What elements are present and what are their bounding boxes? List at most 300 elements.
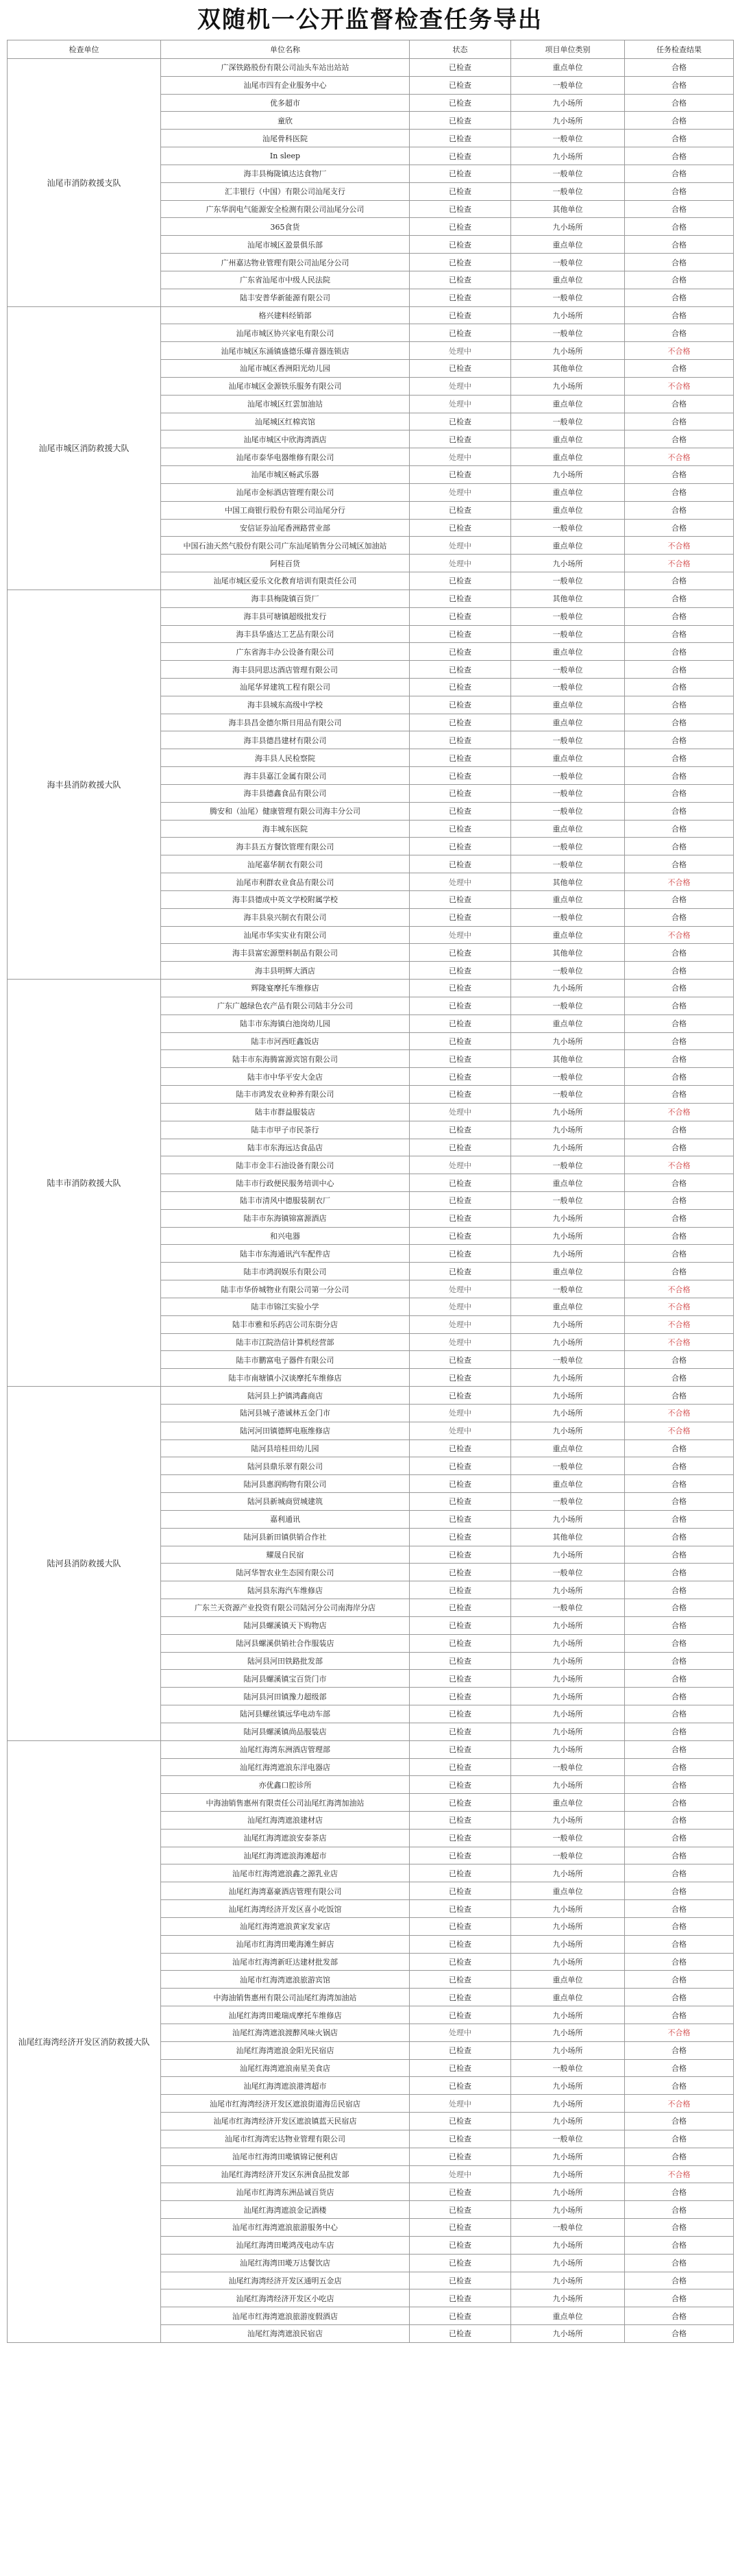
result-cell: 合格 — [625, 1740, 734, 1758]
unit-name-cell: 陆河县新城商贸城建筑 — [161, 1493, 410, 1511]
category-cell: 其他单位 — [511, 944, 625, 962]
result-cell: 合格 — [625, 2289, 734, 2307]
result-cell: 合格 — [625, 1794, 734, 1812]
result-cell: 合格 — [625, 1493, 734, 1511]
category-cell: 九小场所 — [511, 2041, 625, 2059]
status-cell: 已检查 — [410, 1953, 511, 1971]
result-cell: 合格 — [625, 1882, 734, 1900]
table-row — [8, 306, 734, 324]
status-cell: 已检查 — [410, 1351, 511, 1369]
result-cell: 合格 — [625, 1564, 734, 1581]
status-cell: 已检查 — [410, 1510, 511, 1528]
unit-name-cell: 腾安和（汕尾）健康管理有限公司海丰分公司 — [161, 802, 410, 820]
table-row — [8, 590, 734, 607]
status-cell: 已检查 — [410, 678, 511, 696]
result-cell: 合格 — [625, 2272, 734, 2289]
status-cell: 已检查 — [410, 1209, 511, 1227]
page-title: 双随机一公开监督检查任务导出 — [197, 6, 543, 34]
unit-name-cell: 陆丰市锦江实验小学 — [161, 1298, 410, 1315]
unit-name-cell: 汕尾红海湾经济开发区小吃店 — [161, 2289, 410, 2307]
unit-name-cell: 陆丰市东海通讯汽车配件店 — [161, 1245, 410, 1263]
unit-name-cell: 陆河县鼎乐翠有限公司 — [161, 1457, 410, 1475]
result-cell: 合格 — [625, 200, 734, 218]
category-cell: 九小场所 — [511, 2148, 625, 2165]
unit-name-cell: 海丰县同思达酒店管理有限公司 — [161, 661, 410, 679]
result-cell: 合格 — [625, 1457, 734, 1475]
category-cell: 重点单位 — [511, 236, 625, 254]
team-cell: 陆河县消防救援大队 — [8, 1387, 161, 1741]
unit-name-cell: 陆丰市东海镇白池岗幼儿园 — [161, 1014, 410, 1032]
status-cell: 已检查 — [410, 1493, 511, 1511]
unit-name-cell: 陆河县东海汽车维修店 — [161, 1581, 410, 1599]
result-cell: 合格 — [625, 395, 734, 413]
category-cell: 其他单位 — [511, 590, 625, 607]
status-cell: 已检查 — [410, 643, 511, 661]
unit-name-cell: 汕尾红海湾东洲酒店管理部 — [161, 1740, 410, 1758]
result-cell: 合格 — [625, 855, 734, 873]
result-cell: 合格 — [625, 519, 734, 537]
unit-name-cell: 汕尾红海湾遮浪建材店 — [161, 1811, 410, 1829]
status-cell: 处理中 — [410, 483, 511, 501]
unit-name-cell: 陆河县螺溪镇尚品服装店 — [161, 1723, 410, 1740]
result-cell: 合格 — [625, 1670, 734, 1688]
status-cell: 处理中 — [410, 448, 511, 466]
status-cell: 已检查 — [410, 1032, 511, 1050]
status-cell: 已检查 — [410, 2201, 511, 2219]
result-cell: 不合格 — [625, 926, 734, 944]
category-cell: 一般单位 — [511, 731, 625, 749]
category-cell: 九小场所 — [511, 1776, 625, 1794]
result-cell: 合格 — [625, 271, 734, 289]
result-cell: 不合格 — [625, 1404, 734, 1422]
status-cell: 处理中 — [410, 1103, 511, 1121]
category-cell: 九小场所 — [511, 1546, 625, 1564]
unit-name-cell: 汕尾市城区中欣海湾酒店 — [161, 430, 410, 448]
status-cell: 已检查 — [410, 413, 511, 430]
category-cell: 重点单位 — [511, 890, 625, 908]
col-header-team: 检查单位 — [8, 40, 161, 59]
category-cell: 九小场所 — [511, 1510, 625, 1528]
result-cell: 合格 — [625, 1758, 734, 1776]
category-cell: 一般单位 — [511, 1847, 625, 1864]
unit-name-cell: 汕尾市利群农业食品有限公司 — [161, 873, 410, 891]
status-cell: 已检查 — [410, 2041, 511, 2059]
unit-name-cell: 汕尾红海湾遮浪民宿店 — [161, 2325, 410, 2343]
status-cell: 处理中 — [410, 926, 511, 944]
status-cell: 已检查 — [410, 1227, 511, 1245]
status-cell: 已检查 — [410, 607, 511, 625]
status-cell: 已检查 — [410, 2307, 511, 2325]
status-cell: 已检查 — [410, 165, 511, 182]
category-cell: 九小场所 — [511, 1227, 625, 1245]
result-cell: 合格 — [625, 661, 734, 679]
status-cell: 已检查 — [410, 908, 511, 926]
result-cell: 不合格 — [625, 1422, 734, 1439]
status-cell: 已检查 — [410, 182, 511, 200]
team-cell: 汕尾红海湾经济开发区消防救援大队 — [8, 1740, 161, 2342]
category-cell: 一般单位 — [511, 130, 625, 147]
unit-name-cell: 陆丰市鹏富电子器件有限公司 — [161, 1351, 410, 1369]
result-cell: 不合格 — [625, 1156, 734, 1174]
result-cell: 合格 — [625, 2006, 734, 2024]
unit-name-cell: 汕尾红海湾遮浪南星美食店 — [161, 2059, 410, 2077]
unit-name-cell: 汕尾市四有企业服务中心 — [161, 76, 410, 94]
unit-name-cell: 汕尾市红海湾遮浪鑫之源乳业店 — [161, 1864, 410, 1882]
category-cell: 一般单位 — [511, 324, 625, 342]
unit-name-cell: 陆丰市群益服装店 — [161, 1103, 410, 1121]
category-cell: 九小场所 — [511, 2183, 625, 2201]
status-cell: 已检查 — [410, 1050, 511, 1068]
unit-name-cell: 陆丰市华侨城物业有限公司第一分公司 — [161, 1280, 410, 1298]
status-cell: 已检查 — [410, 696, 511, 714]
unit-name-cell: 陆河县螺丝镇远华电动车部 — [161, 1705, 410, 1723]
category-cell: 一般单位 — [511, 855, 625, 873]
unit-name-cell: 汕尾华昇建筑工程有限公司 — [161, 678, 410, 696]
category-cell: 重点单位 — [511, 448, 625, 466]
unit-name-cell: 陆丰市鸿发农业种养有限公司 — [161, 1086, 410, 1104]
result-cell: 合格 — [625, 2325, 734, 2343]
status-cell: 已检查 — [410, 714, 511, 731]
status-cell: 已检查 — [410, 94, 511, 112]
team-cell: 海丰县消防救援大队 — [8, 590, 161, 979]
col-header-category: 项目单位类别 — [511, 40, 625, 59]
result-cell: 合格 — [625, 466, 734, 484]
result-cell: 合格 — [625, 1953, 734, 1971]
unit-name-cell: 汕尾红海湾经济开发区喜小吃饭馆 — [161, 1900, 410, 1918]
category-cell: 一般单位 — [511, 997, 625, 1014]
result-cell: 合格 — [625, 2077, 734, 2095]
unit-name-cell: 海丰县华盛达工艺品有限公司 — [161, 625, 410, 643]
category-cell: 九小场所 — [511, 94, 625, 112]
status-cell: 已检查 — [410, 1900, 511, 1918]
status-cell: 已检查 — [410, 2059, 511, 2077]
unit-name-cell: 汕尾市城区金源铁乐服务有限公司 — [161, 377, 410, 395]
status-cell: 处理中 — [410, 1156, 511, 1174]
result-cell: 合格 — [625, 289, 734, 306]
category-cell: 重点单位 — [511, 430, 625, 448]
unit-name-cell: 陆河县惠润购物有限公司 — [161, 1475, 410, 1493]
status-cell: 已检查 — [410, 2236, 511, 2254]
table-row — [8, 980, 734, 997]
table-row — [8, 1387, 734, 1405]
unit-name-cell: 海丰县德鑫食品有限公司 — [161, 784, 410, 802]
result-cell: 合格 — [625, 1139, 734, 1156]
category-cell: 九小场所 — [511, 1688, 625, 1705]
status-cell: 已检查 — [410, 802, 511, 820]
result-cell: 合格 — [625, 1935, 734, 1953]
unit-name-cell: 陆河县城子港诚林五金门市 — [161, 1404, 410, 1422]
category-cell: 重点单位 — [511, 1971, 625, 1989]
category-cell: 九小场所 — [511, 1103, 625, 1121]
result-cell: 合格 — [625, 1829, 734, 1847]
result-cell: 合格 — [625, 182, 734, 200]
result-cell: 合格 — [625, 1387, 734, 1405]
result-cell: 合格 — [625, 1581, 734, 1599]
unit-name-cell: 海丰县德成中英文学校附属学校 — [161, 890, 410, 908]
result-cell: 合格 — [625, 1917, 734, 1935]
unit-name-cell: 汕尾红海湾田墘万达餐饮店 — [161, 2254, 410, 2272]
status-cell: 处理中 — [410, 342, 511, 360]
status-cell: 已检查 — [410, 1688, 511, 1705]
category-cell: 一般单位 — [511, 1457, 625, 1475]
unit-name-cell: 陆河县螺溪供销社合作服装店 — [161, 1634, 410, 1652]
unit-name-cell: 汕尾市城区盈景俱乐部 — [161, 236, 410, 254]
status-cell: 已检查 — [410, 1989, 511, 2006]
status-cell: 已检查 — [410, 1616, 511, 1634]
result-cell: 合格 — [625, 1068, 734, 1086]
category-cell: 九小场所 — [511, 1740, 625, 1758]
unit-name-cell: 汕尾市泰华电器维修有限公司 — [161, 448, 410, 466]
category-cell: 九小场所 — [511, 1652, 625, 1670]
category-cell: 九小场所 — [511, 2113, 625, 2130]
category-cell: 一般单位 — [511, 962, 625, 980]
category-cell: 九小场所 — [511, 2024, 625, 2041]
status-cell: 已检查 — [410, 1192, 511, 1210]
category-cell: 重点单位 — [511, 643, 625, 661]
result-cell: 不合格 — [625, 2095, 734, 2113]
result-cell: 合格 — [625, 1546, 734, 1564]
unit-name-cell: 陆丰市东海远达食品店 — [161, 1139, 410, 1156]
status-cell: 已检查 — [410, 236, 511, 254]
unit-name-cell: 陆丰市金丰石油设备有限公司 — [161, 1156, 410, 1174]
status-cell: 已检查 — [410, 731, 511, 749]
status-cell: 已检查 — [410, 1811, 511, 1829]
category-cell: 九小场所 — [511, 1387, 625, 1405]
category-cell: 九小场所 — [511, 342, 625, 360]
unit-name-cell: 中海油销售惠州有限公司汕尾红海湾加油站 — [161, 1989, 410, 2006]
result-cell: 合格 — [625, 1634, 734, 1652]
status-cell: 已检查 — [410, 1581, 511, 1599]
status-cell: 处理中 — [410, 537, 511, 555]
unit-name-cell: 陆丰市江院浩信计算机经营部 — [161, 1333, 410, 1351]
result-cell: 不合格 — [625, 555, 734, 572]
task-table — [7, 40, 734, 2343]
unit-name-cell: 广州嘉达物业管理有限公司汕尾分公司 — [161, 254, 410, 271]
unit-name-cell: 汕尾市红海湾经济开发区遮浪镇蓝天民宿店 — [161, 2113, 410, 2130]
category-cell: 九小场所 — [511, 980, 625, 997]
result-cell: 合格 — [625, 1050, 734, 1068]
category-cell: 一般单位 — [511, 165, 625, 182]
status-cell: 处理中 — [410, 1333, 511, 1351]
unit-name-cell: 童欣 — [161, 112, 410, 130]
category-cell: 九小场所 — [511, 1121, 625, 1139]
status-cell: 已检查 — [410, 2219, 511, 2237]
result-cell: 合格 — [625, 1599, 734, 1617]
unit-name-cell: 汕尾市华实实业有限公司 — [161, 926, 410, 944]
unit-name-cell: 广东广越绿色农产品有限公司陆丰分公司 — [161, 997, 410, 1014]
status-cell: 已检查 — [410, 218, 511, 236]
unit-name-cell: 海丰县明辉大酒店 — [161, 962, 410, 980]
category-cell: 一般单位 — [511, 1829, 625, 1847]
unit-name-cell: 汕尾城区红棉宾馆 — [161, 413, 410, 430]
result-cell: 合格 — [625, 2148, 734, 2165]
unit-name-cell: 阿桂百货 — [161, 555, 410, 572]
category-cell: 一般单位 — [511, 254, 625, 271]
unit-name-cell: 海丰县富宏源塑料制品有限公司 — [161, 944, 410, 962]
unit-name-cell: 汕尾市城区香洲阳光幼儿园 — [161, 360, 410, 378]
category-cell: 九小场所 — [511, 1634, 625, 1652]
unit-name-cell: 365食货 — [161, 218, 410, 236]
category-cell: 重点单位 — [511, 1298, 625, 1315]
unit-name-cell: In sleep — [161, 147, 410, 165]
category-cell: 重点单位 — [511, 2307, 625, 2325]
unit-name-cell: 汕尾市金标酒店管理有限公司 — [161, 483, 410, 501]
status-cell: 已检查 — [410, 1723, 511, 1740]
unit-name-cell: 海丰县德昌建材有限公司 — [161, 731, 410, 749]
result-cell: 不合格 — [625, 537, 734, 555]
category-cell: 九小场所 — [511, 1723, 625, 1740]
status-cell: 处理中 — [410, 1315, 511, 1333]
unit-name-cell: 陆河县螺溪镇宝百货门市 — [161, 1670, 410, 1688]
result-cell: 合格 — [625, 784, 734, 802]
category-cell: 一般单位 — [511, 76, 625, 94]
unit-name-cell: 陆丰市东海镇锦富源酒店 — [161, 1209, 410, 1227]
status-cell: 已检查 — [410, 360, 511, 378]
result-cell: 不合格 — [625, 342, 734, 360]
unit-name-cell: 广东兰天资源产业投资有限公司陆河分公司南海岸分店 — [161, 1599, 410, 1617]
status-cell: 已检查 — [410, 749, 511, 767]
unit-name-cell: 汕尾嘉华制衣有限公司 — [161, 855, 410, 873]
status-cell: 已检查 — [410, 1475, 511, 1493]
status-cell: 已检查 — [410, 997, 511, 1014]
status-cell: 已检查 — [410, 625, 511, 643]
status-cell: 已检查 — [410, 501, 511, 519]
result-cell: 合格 — [625, 1351, 734, 1369]
category-cell: 九小场所 — [511, 2095, 625, 2113]
result-cell: 不合格 — [625, 1280, 734, 1298]
unit-name-cell: 中海油销售惠州有限责任公司汕尾红海湾加油站 — [161, 1794, 410, 1812]
result-cell: 合格 — [625, 1439, 734, 1457]
status-cell: 已检查 — [410, 1670, 511, 1688]
result-cell: 合格 — [625, 820, 734, 838]
status-cell: 处理中 — [410, 1298, 511, 1315]
unit-name-cell: 优多超市 — [161, 94, 410, 112]
status-cell: 已检查 — [410, 2148, 511, 2165]
unit-name-cell: 汕尾市红海湾东洲品诚百货店 — [161, 2183, 410, 2201]
status-cell: 已检查 — [410, 1564, 511, 1581]
category-cell: 一般单位 — [511, 1564, 625, 1581]
result-cell: 合格 — [625, 1652, 734, 1670]
unit-name-cell: 广东华润电气能源安全检测有限公司汕尾分公司 — [161, 200, 410, 218]
status-cell: 已检查 — [410, 2289, 511, 2307]
status-cell: 处理中 — [410, 1280, 511, 1298]
status-cell: 已检查 — [410, 1121, 511, 1139]
result-cell: 合格 — [625, 165, 734, 182]
unit-name-cell: 海丰县城东高级中学校 — [161, 696, 410, 714]
result-cell: 合格 — [625, 607, 734, 625]
unit-name-cell: 海丰县嘉江金属有限公司 — [161, 767, 410, 785]
result-cell: 合格 — [625, 714, 734, 731]
category-cell: 九小场所 — [511, 1315, 625, 1333]
unit-name-cell: 汕尾市城区畅武乐器 — [161, 466, 410, 484]
unit-name-cell: 陆河县上护镇鸿鑫商店 — [161, 1387, 410, 1405]
result-cell: 合格 — [625, 413, 734, 430]
category-cell: 九小场所 — [511, 1245, 625, 1263]
unit-name-cell: 汕尾红海湾田墘鸿茂电动车店 — [161, 2236, 410, 2254]
result-cell: 合格 — [625, 802, 734, 820]
col-header-status: 状态 — [410, 40, 511, 59]
category-cell: 重点单位 — [511, 1439, 625, 1457]
status-cell: 已检查 — [410, 2077, 511, 2095]
unit-name-cell: 汕尾市红海湾经济开发区遮浪街道海岳民宿店 — [161, 2095, 410, 2113]
category-cell: 一般单位 — [511, 678, 625, 696]
unit-name-cell: 陆丰市甲子市民茶行 — [161, 1121, 410, 1139]
status-cell: 已检查 — [410, 1705, 511, 1723]
unit-name-cell: 陆河县河田镇豫力超级部 — [161, 1688, 410, 1705]
result-cell: 合格 — [625, 1014, 734, 1032]
col-header-result: 任务检查结果 — [625, 40, 734, 59]
result-cell: 合格 — [625, 1847, 734, 1864]
status-cell: 已检查 — [410, 76, 511, 94]
result-cell: 合格 — [625, 147, 734, 165]
unit-name-cell: 广深铁路股份有限公司汕头车站出站站 — [161, 59, 410, 77]
status-cell: 已检查 — [410, 1086, 511, 1104]
result-cell: 合格 — [625, 1864, 734, 1882]
category-cell: 九小场所 — [511, 2077, 625, 2095]
unit-name-cell: 汕尾红海湾经济开发区东洲食品批发部 — [161, 2165, 410, 2183]
result-cell: 合格 — [625, 1989, 734, 2006]
result-cell: 不合格 — [625, 2165, 734, 2183]
result-cell: 合格 — [625, 324, 734, 342]
status-cell: 已检查 — [410, 1599, 511, 1617]
result-cell: 合格 — [625, 838, 734, 855]
result-cell: 合格 — [625, 2130, 734, 2148]
result-cell: 合格 — [625, 572, 734, 590]
status-cell: 已检查 — [410, 1528, 511, 1546]
result-cell: 合格 — [625, 980, 734, 997]
status-cell: 已检查 — [410, 1245, 511, 1263]
unit-name-cell: 陆丰市行政便民服务培训中心 — [161, 1174, 410, 1192]
category-cell: 九小场所 — [511, 1139, 625, 1156]
category-cell: 一般单位 — [511, 1156, 625, 1174]
category-cell: 一般单位 — [511, 1758, 625, 1776]
category-cell: 重点单位 — [511, 483, 625, 501]
category-cell: 重点单位 — [511, 1989, 625, 2006]
unit-name-cell: 陆河县培桂田幼儿园 — [161, 1439, 410, 1457]
status-cell: 已检查 — [410, 1776, 511, 1794]
result-cell: 合格 — [625, 1121, 734, 1139]
status-cell: 已检查 — [410, 1014, 511, 1032]
unit-name-cell: 汕尾市红海湾宏达物业管理有限公司 — [161, 2130, 410, 2148]
status-cell: 已检查 — [410, 890, 511, 908]
status-cell: 已检查 — [410, 1439, 511, 1457]
category-cell: 一般单位 — [511, 908, 625, 926]
unit-name-cell: 海丰县梅陇镇百货厂 — [161, 590, 410, 607]
category-cell: 九小场所 — [511, 1581, 625, 1599]
header-row — [8, 40, 734, 59]
unit-name-cell: 陆丰市中华平安大金店 — [161, 1068, 410, 1086]
result-cell: 合格 — [625, 2113, 734, 2130]
result-cell: 合格 — [625, 678, 734, 696]
status-cell: 已检查 — [410, 1457, 511, 1475]
category-cell: 重点单位 — [511, 59, 625, 77]
category-cell: 其他单位 — [511, 1050, 625, 1068]
result-cell: 合格 — [625, 1192, 734, 1210]
category-cell: 九小场所 — [511, 2254, 625, 2272]
unit-name-cell: 汕尾市城区东涌镇盛德乐爆音器连锁店 — [161, 342, 410, 360]
category-cell: 重点单位 — [511, 696, 625, 714]
unit-name-cell: 安信证券汕尾香洲路营业部 — [161, 519, 410, 537]
status-cell: 已检查 — [410, 112, 511, 130]
category-cell: 一般单位 — [511, 607, 625, 625]
unit-name-cell: 陆丰安普华新能源有限公司 — [161, 289, 410, 306]
status-cell: 处理中 — [410, 873, 511, 891]
result-cell: 合格 — [625, 997, 734, 1014]
result-cell: 合格 — [625, 1369, 734, 1387]
result-cell: 合格 — [625, 2219, 734, 2237]
unit-name-cell: 海丰城东医院 — [161, 820, 410, 838]
status-cell: 已检查 — [410, 466, 511, 484]
